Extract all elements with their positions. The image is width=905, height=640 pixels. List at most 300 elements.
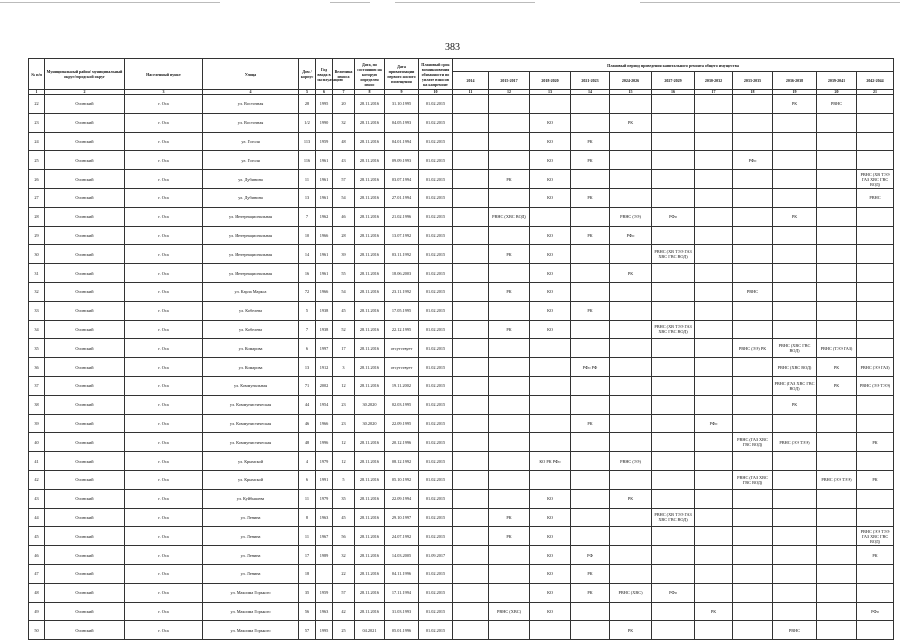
period-cell xyxy=(610,433,652,452)
period-cell: РВНС (ХВС ВОД) xyxy=(773,358,817,377)
period-cell: РК xyxy=(571,188,610,207)
period-cell: РВНС (ГАЗ ХВС ГВС ВОД) xyxy=(733,470,773,489)
district-cell: Осинский xyxy=(45,414,125,433)
locality-cell: г. Оса xyxy=(125,564,203,583)
street-cell: ул. Интернациональная xyxy=(203,226,299,245)
row-number: 50 xyxy=(29,621,45,640)
period-cell xyxy=(857,621,894,640)
district-cell: Осинский xyxy=(45,264,125,283)
period-cell xyxy=(489,226,530,245)
table-row xyxy=(29,583,894,602)
district-cell: Осинский xyxy=(45,395,125,414)
row-number: 32 xyxy=(29,282,45,301)
row-number: 23 xyxy=(29,113,45,132)
period-cell xyxy=(652,339,695,358)
period-cell xyxy=(610,470,652,489)
wear-cell: 3 xyxy=(333,358,355,377)
wear-cell: 57 xyxy=(333,583,355,602)
row-number: 46 xyxy=(29,546,45,565)
payment-start-cell: 01.02.2015 xyxy=(419,452,453,471)
house-cell: 44 xyxy=(299,395,316,414)
period-header: 2024-2026 xyxy=(610,72,652,90)
column-number: 4 xyxy=(203,90,299,95)
period-cell xyxy=(733,358,773,377)
house-cell: 57 xyxy=(299,621,316,640)
payment-start-cell: 01.02.2015 xyxy=(419,151,453,170)
period-cell xyxy=(695,207,733,226)
period-cell xyxy=(817,602,857,621)
page-number: 383 xyxy=(445,42,460,53)
period-cell: КО xyxy=(530,489,571,508)
period-cell: РВНС (ЭЭ) xyxy=(610,207,652,226)
wear-cell: 17 xyxy=(333,339,355,358)
payment-start-cell: 01.02.2015 xyxy=(419,602,453,621)
year-cell: 1966 xyxy=(316,414,333,433)
col-header-district: Муниципальный район/ муниципальный округ/городской округ xyxy=(45,59,125,90)
period-cell xyxy=(817,320,857,339)
payment-start-cell: 01.02.2015 xyxy=(419,320,453,339)
period-cell xyxy=(489,113,530,132)
district-cell: Осинский xyxy=(45,358,125,377)
period-cell: РВНС xyxy=(733,282,773,301)
period-cell: РК xyxy=(610,489,652,508)
period-cell xyxy=(857,320,894,339)
year-cell: 1963 xyxy=(316,602,333,621)
period-cell: КО xyxy=(530,245,571,264)
year-cell: 1995 xyxy=(316,621,333,640)
locality-cell: г. Оса xyxy=(125,621,203,640)
period-cell xyxy=(733,320,773,339)
period-cell xyxy=(733,546,773,565)
row-number: 37 xyxy=(29,376,45,395)
period-cell xyxy=(817,452,857,471)
period-cell: РВНС (ЭЭ ТЭЭ) xyxy=(857,376,894,395)
period-cell: РК xyxy=(571,151,610,170)
period-cell: КО xyxy=(530,188,571,207)
period-cell xyxy=(773,282,817,301)
wear-cell: 57 xyxy=(333,170,355,189)
street-cell: ул. Ленина xyxy=(203,546,299,565)
house-cell: 10 xyxy=(299,226,316,245)
col-header-year: Год ввода в эксплуатацию xyxy=(316,59,333,90)
district-cell: Осинский xyxy=(45,583,125,602)
table-row xyxy=(29,320,894,339)
district-cell: Осинский xyxy=(45,621,125,640)
period-cell xyxy=(530,339,571,358)
payment-start-cell: 01.02.2015 xyxy=(419,113,453,132)
period-cell xyxy=(610,245,652,264)
period-cell: РВНС (ЭЭ) xyxy=(610,452,652,471)
privatization-date-cell: 19.11.2002 xyxy=(385,376,419,395)
year-cell xyxy=(316,564,333,583)
year-cell: 1938 xyxy=(316,301,333,320)
payment-start-cell: 01.02.2015 xyxy=(419,188,453,207)
period-cell xyxy=(489,132,530,151)
column-number: 19 xyxy=(773,90,817,95)
period-cell: КО xyxy=(530,170,571,189)
period-cell xyxy=(489,95,530,114)
period-cell: РФо xyxy=(610,226,652,245)
period-cell: КО xyxy=(530,113,571,132)
year-cell: 1989 xyxy=(316,546,333,565)
wear-date-cell: 28.11.2016 xyxy=(355,508,385,527)
wear-cell: 45 xyxy=(333,301,355,320)
district-cell: Осинский xyxy=(45,245,125,264)
period-cell: РК xyxy=(610,264,652,283)
col-header-wear-date: Дата, по состоянию на которую определен износ xyxy=(355,59,385,90)
privatization-date-cell: 03.07.1994 xyxy=(385,170,419,189)
period-cell xyxy=(489,358,530,377)
table-row xyxy=(29,527,894,546)
period-cell: РВНС (ЭЭ ГАЗ) xyxy=(857,358,894,377)
wear-date-cell: 28.11.2016 xyxy=(355,358,385,377)
wear-date-cell: 28.11.2016 xyxy=(355,433,385,452)
locality-cell: г. Оса xyxy=(125,132,203,151)
table-header xyxy=(29,59,894,95)
row-number: 40 xyxy=(29,433,45,452)
street-cell: ул. Комарова xyxy=(203,339,299,358)
row-number: 39 xyxy=(29,414,45,433)
period-cell xyxy=(695,339,733,358)
period-cell xyxy=(571,602,610,621)
period-cell xyxy=(610,508,652,527)
house-cell: 35 xyxy=(299,583,316,602)
district-cell: Осинский xyxy=(45,602,125,621)
period-cell xyxy=(817,395,857,414)
district-cell: Осинский xyxy=(45,527,125,546)
period-cell xyxy=(773,151,817,170)
period-cell xyxy=(453,170,489,189)
street-cell: ул. Интернациональная xyxy=(203,207,299,226)
payment-start-cell: 01.02.2015 xyxy=(419,339,453,358)
privatization-date-cell: 31.03.1993 xyxy=(385,602,419,621)
row-number: 47 xyxy=(29,564,45,583)
payment-start-cell: 01.02.2015 xyxy=(419,376,453,395)
district-cell: Осинский xyxy=(45,320,125,339)
period-cell xyxy=(817,546,857,565)
period-cell: РВНС xyxy=(773,621,817,640)
period-cell xyxy=(652,546,695,565)
period-cell xyxy=(817,621,857,640)
period-cell xyxy=(489,452,530,471)
column-number: 11 xyxy=(453,90,489,95)
house-cell: 14 xyxy=(299,245,316,264)
row-number: 34 xyxy=(29,320,45,339)
period-cell xyxy=(817,132,857,151)
period-cell: РФ xyxy=(571,546,610,565)
period-cell xyxy=(571,282,610,301)
period-header: 2014 xyxy=(453,72,489,90)
wear-date-cell: 28.11.2016 xyxy=(355,170,385,189)
period-cell xyxy=(571,395,610,414)
wear-cell: 43 xyxy=(333,151,355,170)
period-cell xyxy=(817,113,857,132)
period-cell: РВНС xyxy=(817,95,857,114)
period-cell xyxy=(695,264,733,283)
house-cell: 18 xyxy=(299,564,316,583)
wear-date-cell: 28.11.2016 xyxy=(355,95,385,114)
year-cell: 1995 xyxy=(316,95,333,114)
year-cell: 1938 xyxy=(316,320,333,339)
period-cell xyxy=(857,301,894,320)
street-cell: ул. Дубинина xyxy=(203,170,299,189)
period-cell xyxy=(773,245,817,264)
year-cell: 1959 xyxy=(316,132,333,151)
wear-cell: 56 xyxy=(333,527,355,546)
payment-start-cell: 01.09.2017 xyxy=(419,546,453,565)
street-cell: ул. Коммунистическая xyxy=(203,395,299,414)
column-number: 20 xyxy=(817,90,857,95)
period-cell xyxy=(571,489,610,508)
period-cell xyxy=(695,470,733,489)
wear-cell: 28 xyxy=(333,226,355,245)
period-cell: КО xyxy=(530,320,571,339)
row-number: 33 xyxy=(29,301,45,320)
payment-start-cell: 01.02.2015 xyxy=(419,395,453,414)
column-number: 14 xyxy=(571,90,610,95)
column-number: 9 xyxy=(385,90,419,95)
table-row xyxy=(29,151,894,170)
district-cell: Осинский xyxy=(45,95,125,114)
street-cell: ул. Гоголя xyxy=(203,132,299,151)
period-cell xyxy=(857,489,894,508)
period-cell xyxy=(453,132,489,151)
wear-date-cell: 28.11.2016 xyxy=(355,264,385,283)
wear-date-cell: 28.11.2016 xyxy=(355,583,385,602)
period-cell: РК xyxy=(773,207,817,226)
period-header: 2015-2017 xyxy=(489,72,530,90)
period-cell xyxy=(530,358,571,377)
table-row xyxy=(29,245,894,264)
year-cell: 2002 xyxy=(316,376,333,395)
period-cell: РК xyxy=(857,470,894,489)
period-cell xyxy=(652,470,695,489)
period-cell xyxy=(857,226,894,245)
period-cell xyxy=(817,583,857,602)
district-cell: Осинский xyxy=(45,470,125,489)
district-cell: Осинский xyxy=(45,489,125,508)
period-cell xyxy=(610,602,652,621)
period-cell xyxy=(857,207,894,226)
privatization-date-cell: 13.07.1992 xyxy=(385,226,419,245)
year-cell: 1997 xyxy=(316,339,333,358)
period-cell xyxy=(817,564,857,583)
period-cell: РВНС (ГАЗ ХВС ГВС ВОД) xyxy=(773,376,817,395)
table-row xyxy=(29,358,894,377)
street-cell: ул. Дубинина xyxy=(203,188,299,207)
wear-cell: 12 xyxy=(333,433,355,452)
locality-cell: г. Оса xyxy=(125,376,203,395)
wear-date-cell: 28.11.2016 xyxy=(355,527,385,546)
period-cell xyxy=(652,358,695,377)
locality-cell: г. Оса xyxy=(125,320,203,339)
street-cell: ул. Кобелева xyxy=(203,301,299,320)
period-cell xyxy=(610,132,652,151)
table-row xyxy=(29,376,894,395)
row-number: 49 xyxy=(29,602,45,621)
period-cell xyxy=(857,414,894,433)
period-cell xyxy=(695,489,733,508)
privatization-date-cell: 17.05.1995 xyxy=(385,301,419,320)
period-cell xyxy=(773,113,817,132)
column-number: 13 xyxy=(530,90,571,95)
period-cell xyxy=(453,282,489,301)
house-cell: 7 xyxy=(299,207,316,226)
district-cell: Осинский xyxy=(45,452,125,471)
period-cell xyxy=(695,188,733,207)
period-cell xyxy=(453,95,489,114)
privatization-date-cell: 03.11.1992 xyxy=(385,245,419,264)
period-cell xyxy=(453,583,489,602)
period-cell: КО xyxy=(530,132,571,151)
col-header-payment-start: Плановый срок возникновения обязанности по уплате взносов на капремонт xyxy=(419,59,453,90)
period-cell xyxy=(453,301,489,320)
year-cell: 1991 xyxy=(316,470,333,489)
district-cell: Осинский xyxy=(45,226,125,245)
locality-cell: г. Оса xyxy=(125,489,203,508)
period-cell xyxy=(817,489,857,508)
period-cell xyxy=(733,264,773,283)
row-number: 38 xyxy=(29,395,45,414)
period-cell xyxy=(610,527,652,546)
column-number: 7 xyxy=(333,90,355,95)
street-cell: ул. Восточная xyxy=(203,113,299,132)
period-cell xyxy=(571,170,610,189)
period-cell xyxy=(773,564,817,583)
street-cell: ул. Ленина xyxy=(203,508,299,527)
wear-date-cell: 28.11.2016 xyxy=(355,282,385,301)
table-row xyxy=(29,95,894,114)
locality-cell: г. Оса xyxy=(125,508,203,527)
wear-cell: 32 xyxy=(333,113,355,132)
period-cell xyxy=(773,170,817,189)
privatization-date-cell: 05.10.1992 xyxy=(385,470,419,489)
privatization-date-cell: 09.09.1993 xyxy=(385,151,419,170)
wear-date-cell: 28.11.2016 xyxy=(355,301,385,320)
column-number: 15 xyxy=(610,90,652,95)
locality-cell: г. Оса xyxy=(125,602,203,621)
period-cell xyxy=(453,151,489,170)
wear-cell: 32 xyxy=(333,546,355,565)
district-cell: Осинский xyxy=(45,282,125,301)
period-cell xyxy=(571,113,610,132)
year-cell: 1961 xyxy=(316,170,333,189)
period-cell xyxy=(652,264,695,283)
period-cell xyxy=(857,282,894,301)
period-cell: РФо xyxy=(857,602,894,621)
wear-date-cell: 28.11.2016 xyxy=(355,489,385,508)
privatization-date-cell: 27.01.1994 xyxy=(385,188,419,207)
period-cell xyxy=(489,151,530,170)
period-cell: РК xyxy=(773,395,817,414)
wear-date-cell: 28.11.2016 xyxy=(355,245,385,264)
period-cell xyxy=(453,621,489,640)
period-cell xyxy=(610,282,652,301)
street-cell: ул. Куйбышева xyxy=(203,489,299,508)
period-cell xyxy=(530,433,571,452)
payment-start-cell: 01.02.2015 xyxy=(419,95,453,114)
row-number: 25 xyxy=(29,151,45,170)
period-cell xyxy=(571,470,610,489)
wear-cell: 39 xyxy=(333,245,355,264)
table-row xyxy=(29,226,894,245)
period-header: 2027-2029 xyxy=(652,72,695,90)
privatization-date-cell: 04.11.1996 xyxy=(385,564,419,583)
street-cell: ул. Кобелева xyxy=(203,320,299,339)
period-cell xyxy=(453,470,489,489)
period-cell xyxy=(453,264,489,283)
table-row xyxy=(29,433,894,452)
period-cell: КО xyxy=(530,301,571,320)
period-cell: КО РК РФо xyxy=(530,452,571,471)
period-cell xyxy=(489,621,530,640)
wear-cell: 23 xyxy=(333,414,355,433)
locality-cell: г. Оса xyxy=(125,527,203,546)
district-cell: Осинский xyxy=(45,339,125,358)
table-row xyxy=(29,546,894,565)
period-cell xyxy=(733,602,773,621)
plan-period-group-header: Плановый период проведения капитального ремонта общего имущества xyxy=(453,59,894,72)
period-cell xyxy=(733,245,773,264)
house-cell: 113 xyxy=(299,132,316,151)
street-cell: ул. Карла Маркса xyxy=(203,282,299,301)
payment-start-cell: 01.02.2015 xyxy=(419,621,453,640)
column-number: 16 xyxy=(652,90,695,95)
period-cell xyxy=(571,621,610,640)
table-row xyxy=(29,414,894,433)
period-cell: РВНС (ЭЭ ТЭЭ ГАЗ ХВС ГВС ВОД) xyxy=(857,527,894,546)
privatization-date-cell: 22.09.1994 xyxy=(385,489,419,508)
period-cell xyxy=(610,546,652,565)
period-cell xyxy=(652,433,695,452)
locality-cell: г. Оса xyxy=(125,452,203,471)
privatization-date-cell: отсутствует xyxy=(385,339,419,358)
period-cell xyxy=(453,226,489,245)
period-header: 2042-2044 xyxy=(857,72,894,90)
period-cell xyxy=(817,188,857,207)
locality-cell: г. Оса xyxy=(125,113,203,132)
period-cell xyxy=(530,414,571,433)
period-cell: РК xyxy=(610,113,652,132)
year-cell: 1961 xyxy=(316,245,333,264)
period-cell xyxy=(733,395,773,414)
period-cell xyxy=(453,358,489,377)
row-number: 35 xyxy=(29,339,45,358)
district-cell: Осинский xyxy=(45,132,125,151)
payment-start-cell: 01.02.2015 xyxy=(419,414,453,433)
house-cell: 4 xyxy=(299,452,316,471)
row-number: 41 xyxy=(29,452,45,471)
period-cell: РВНС (ХВС) xyxy=(610,583,652,602)
period-cell: РК xyxy=(571,583,610,602)
period-cell xyxy=(453,546,489,565)
period-cell xyxy=(817,282,857,301)
period-cell xyxy=(571,433,610,452)
period-cell xyxy=(610,170,652,189)
wear-cell: 5 xyxy=(333,470,355,489)
locality-cell: г. Оса xyxy=(125,170,203,189)
top-rule xyxy=(395,2,535,3)
payment-start-cell: 01.02.2015 xyxy=(419,508,453,527)
wear-date-cell: 28.11.2016 xyxy=(355,113,385,132)
wear-cell: 52 xyxy=(333,320,355,339)
period-header: 2030-2032 xyxy=(695,72,733,90)
period-cell xyxy=(530,621,571,640)
year-cell: 1961 xyxy=(316,264,333,283)
period-header: 2039-2041 xyxy=(817,72,857,90)
period-cell xyxy=(773,132,817,151)
period-cell xyxy=(453,414,489,433)
